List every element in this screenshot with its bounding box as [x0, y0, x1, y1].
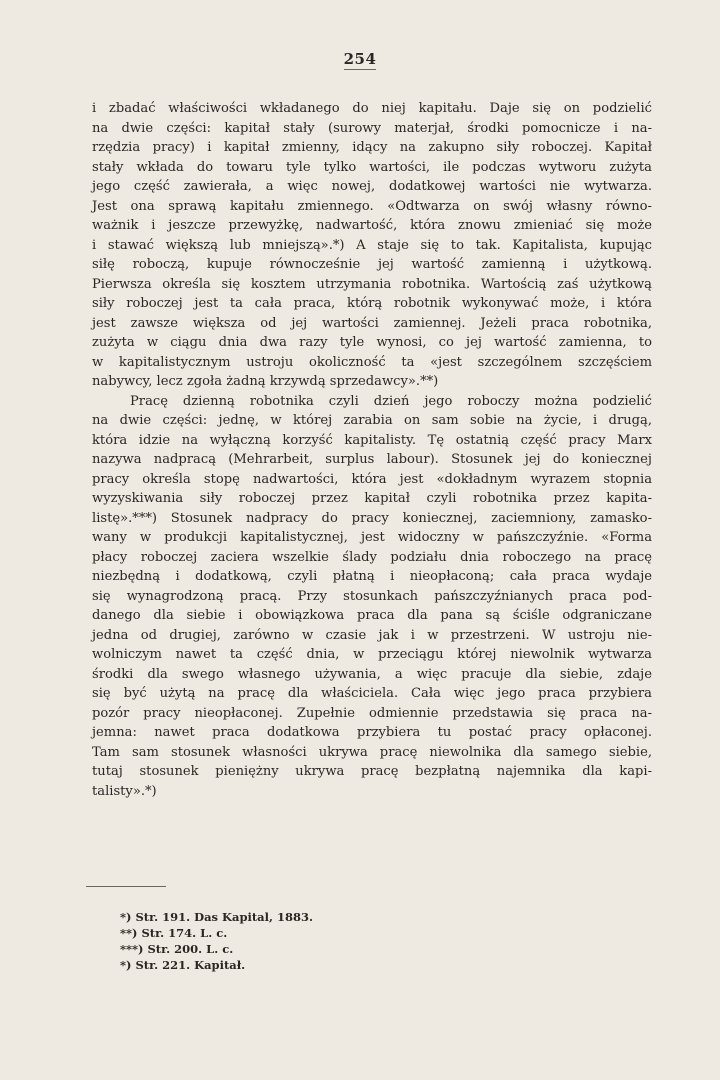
text-line: Pierwsza określa się kosztem utrzymania robotnika. Wartością zaś użytkową: [92, 276, 652, 292]
text-line: jedna od drugiej, zarówno w czasie jak i w przestrzeni. W ustroju nie-: [92, 627, 652, 643]
footnote: **) Str. 174. L. c.: [120, 926, 228, 940]
text-line: jest zawsze większa od jej wartości zamiennej. Jeżeli praca robotnika,: [92, 315, 652, 331]
text-line: talisty».*): [92, 783, 157, 799]
footnotes: [120, 909, 420, 973]
text-line: pracy określa stopę nadwartości, która jest «dokładnym wyrazem stopnia: [92, 471, 652, 487]
text-line: i zbadać właściwości wkładanego do niej kapitału. Daje się on podzielić: [92, 101, 652, 116]
text-line: nabywcy, lecz zgoła żadną krzywdą sprzedawcy».**): [92, 374, 439, 389]
paragraph-2: [92, 392, 652, 802]
text-line: się być użytą na pracę dla właściciela. Cała więc jego praca przybiera: [92, 686, 652, 701]
text-line: jemna: nawet praca dodatkowa przybiera tu postać pracy opłaconej.: [92, 725, 652, 740]
text-line: listę».***) Stosunek nadpracy do pracy koniecznej, zaciemniony, zamasko-: [92, 510, 652, 526]
text-line: ważnik i jeszcze przewyżkę, nadwartość, która znowu zmieniać się może: [92, 218, 652, 233]
text-line: nazywa nadpracą (Mehrarbeit, surplus labour). Stosunek jej do koniecznej: [92, 452, 652, 467]
text-line: wany w produkcji kapitalistycznej, jest widoczny w pańszczyźnie. «Forma: [92, 530, 652, 545]
text-line: płacy roboczej zaciera wszelkie ślady podziału dnia roboczego na pracę: [92, 549, 652, 565]
text-line: danego dla siebie i obowiązkowa praca dla pana są ściśle odgraniczane: [92, 608, 652, 623]
text-line: rzędzia pracy) i kapitał zmienny, idący na zakupno siły roboczej. Kapitał: [92, 140, 652, 155]
text-line: niezbędną i dodatkową, czyli płatną i nieopłaconą; cała praca wydaje: [92, 569, 652, 584]
footnote: *) Str. 221. Kapitał.: [120, 958, 246, 972]
text-line: wolniczym nawet ta część dnia, w przeciągu której niewolnik wytwarza: [92, 647, 652, 662]
text-line: zużyta w ciągu dnia dwa razy tyle wynosi, co jej wartość zamienna, to: [92, 335, 652, 350]
text-line: jego część zawierała, a więc nowej, dodatkowej wartości nie wytwarza.: [92, 179, 652, 194]
text-line: na dwie części: kapitał stały (surowy materjał, środki pomocnicze i na-: [92, 120, 652, 136]
footnote: ***) Str. 200. L. c.: [120, 942, 234, 956]
text-line: i stawać większą lub mniejszą».*) A staje się to tak. Kapitalista, kupując: [92, 237, 652, 253]
text-line: w kapitalistycznym ustroju okoliczność ta «jest szczególnem szczęściem: [92, 354, 652, 370]
text-line: wyzyskiwania siły roboczej przez kapitał czyli robotnika przez kapita-: [92, 491, 652, 506]
footnote: *) Str. 191. Das Kapital, 1883.: [120, 910, 314, 924]
text-line: pozór pracy nieopłaconej. Zupełnie odmiennie przedstawia się praca na-: [92, 705, 652, 721]
page-number-text: 254: [343, 50, 377, 68]
text-line: siłę roboczą, kupuje równocześnie jej wartość zamienną i użytkową.: [92, 257, 652, 272]
page-number: [0, 50, 720, 68]
text-line: się wynagrodzoną pracą. Przy stosunkach pańszczyźnianych praca pod-: [92, 588, 652, 604]
text-line: na dwie części: jednę, w której zarabia on sam sobie na życie, i drugą,: [92, 413, 652, 428]
text-line: Pracę dzienną robotnika czyli dzień jego roboczy można podzielić: [130, 393, 652, 409]
footnote-divider: [86, 886, 166, 887]
text-line: która idzie na wyłączną korzyść kapitalisty. Tę ostatnią część pracy Marx: [92, 432, 652, 448]
text-line: środki dla swego własnego używania, a więc pracuje dla siebie, zdaje: [92, 666, 652, 682]
body-text: [92, 99, 652, 801]
text-line: stały wkłada do towaru tyle tylko wartości, ile podczas wytworu zużyta: [92, 159, 652, 175]
text-line: Tam sam stosunek własności ukrywa pracę niewolnika dla samego siebie,: [92, 744, 652, 760]
text-line: Jest ona sprawą kapitału zmiennego. «Odtwarza on swój własny równo-: [92, 198, 652, 214]
text-line: siły roboczej jest ta cała praca, którą robotnik wykonywać może, i która: [92, 296, 652, 311]
text-line: tutaj stosunek pieniężny ukrywa pracę bezpłatną najemnika dla kapi-: [92, 764, 652, 779]
paragraph-1: [92, 99, 652, 392]
